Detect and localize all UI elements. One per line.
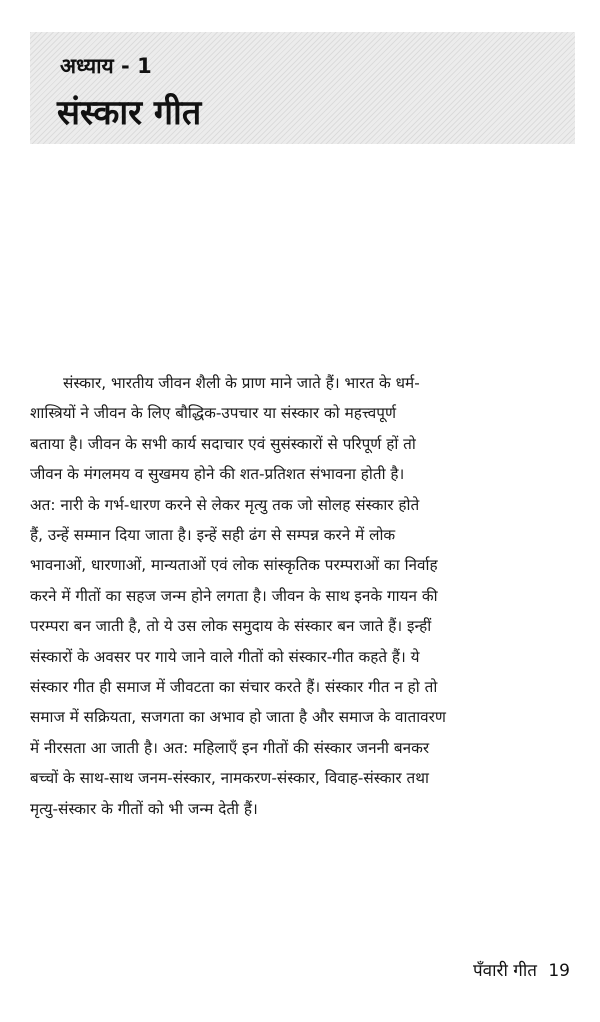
body-paragraph: [30, 368, 575, 824]
paragraph-line: भावनाओं, धारणाओं, मान्यताओं एवं लोक सांस्कृतिक परम्पराओं का निर्वाह: [30, 556, 438, 575]
paragraph-line: बच्चों के साथ-साथ जनम-संस्कार, नामकरण-संस्कार, विवाह-संस्कार तथा: [30, 769, 429, 788]
chapter-title: संस्कार गीत: [57, 93, 202, 133]
page-number: 19: [548, 961, 570, 981]
paragraph-line: में नीरसता आ जाती है। अत: महिलाएँ इन गीतों की संस्कार जननी बनकर: [30, 738, 430, 757]
paragraph-line: मृत्यु-संस्कार के गीतों को भी जन्म देती हैं।: [30, 799, 258, 818]
paragraph-line: संस्कारों के अवसर पर गाये जाने वाले गीतों को संस्कार-गीत कहते हैं। ये: [30, 647, 420, 666]
paragraph-line: समाज में सक्रियता, सजगता का अभाव हो जाता है और समाज के वातावरण: [30, 708, 446, 727]
paragraph-line: बताया है। जीवन के सभी कार्य सदाचार एवं सुसंस्कारों से परिपूर्ण हों तो: [30, 434, 416, 453]
footer-book-title: पँवारी गीत: [473, 961, 537, 981]
paragraph-line: हैं, उन्हें सम्मान दिया जाता है। इन्हें सही ढंग से सम्पन्न करने में लोक: [30, 526, 396, 545]
paragraph-line: शास्त्रियों ने जीवन के लिए बौद्धिक-उपचार या संस्कार को महत्त्वपूर्ण: [30, 404, 397, 423]
chapter-header: [30, 32, 575, 144]
paragraph-line: करने में गीतों का सहज जन्म होने लगता है। जीवन के साथ इनके गायन की: [30, 586, 438, 605]
paragraph-line: संस्कार, भारतीय जीवन शैली के प्राण माने जाते हैं। भारत के धर्म-: [63, 374, 420, 392]
paragraph-line: अत: नारी के गर्भ-धारण करने से लेकर मृत्यु तक जो सोलह संस्कार होते: [30, 495, 420, 514]
paragraph-line: संस्कार गीत ही समाज में जीवटता का संचार करते हैं। संस्कार गीत न हो तो: [30, 678, 438, 697]
page-footer: [473, 958, 570, 981]
paragraph-line: परम्परा बन जाती है, तो ये उस लोक समुदाय के संस्कार बन जाते हैं। इन्हीं: [30, 617, 432, 636]
paragraph-line: जीवन के मंगलमय व सुखमय होने की शत-प्रतिशत संभावना होती है।: [30, 465, 405, 484]
chapter-label: अध्याय - 1: [60, 54, 152, 78]
